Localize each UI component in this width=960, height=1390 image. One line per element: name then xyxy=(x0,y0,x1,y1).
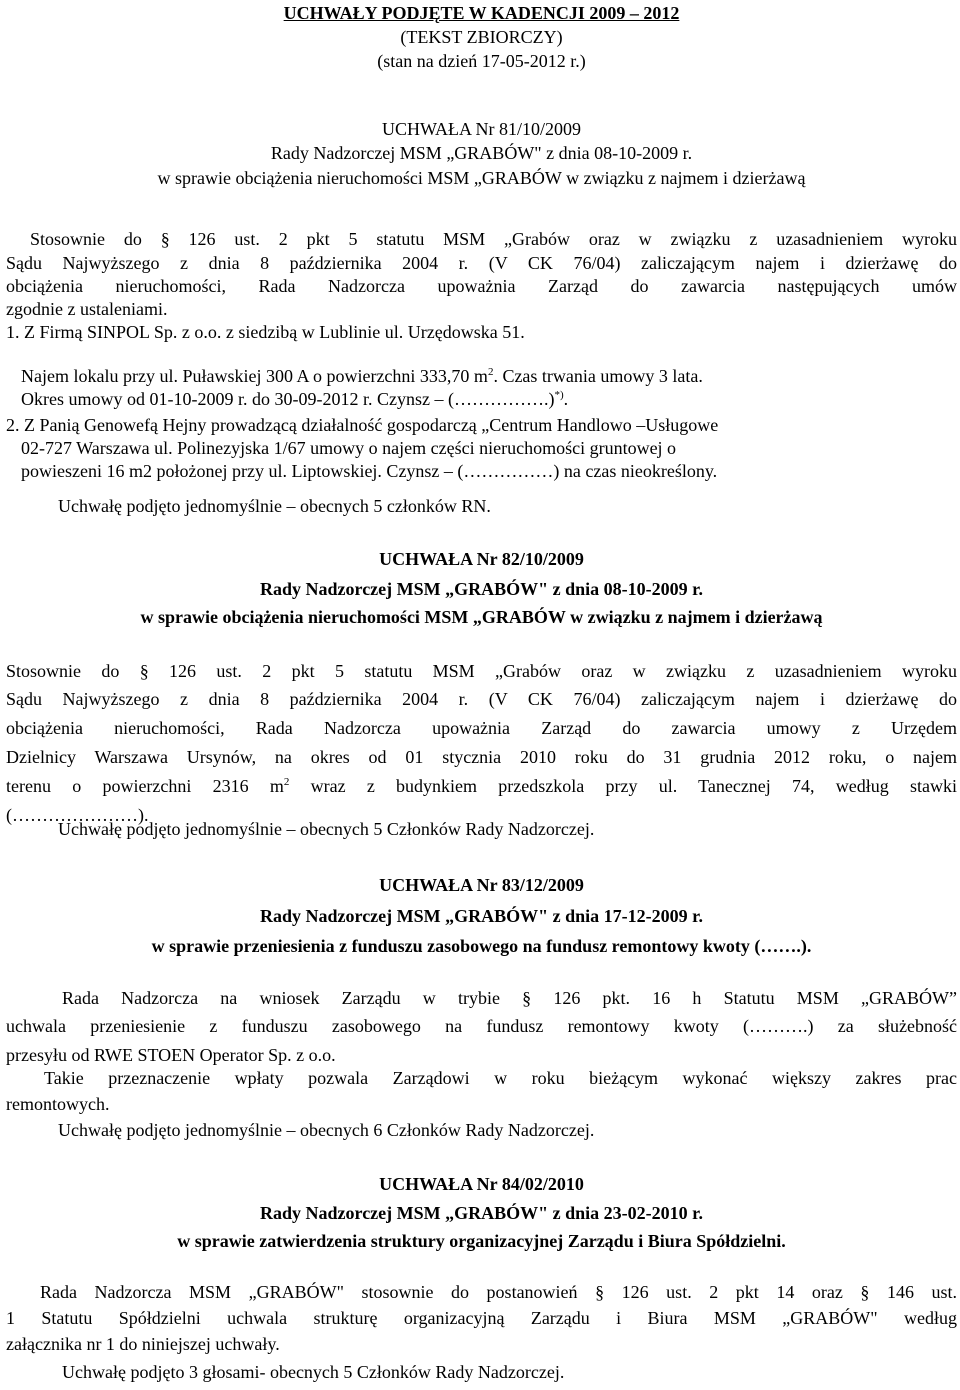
paragraph-line: (…………………). xyxy=(6,805,149,825)
resolution-82-vote xyxy=(58,818,957,841)
paragraph-text: terenu o powierzchni 2316 m xyxy=(6,776,284,796)
paragraph-line: 1 Statutu Spółdzielni uchwala strukturę organizacyjną Zarządu i Biura MSM „GRABÓW" według xyxy=(6,1308,957,1328)
list-item-line xyxy=(21,365,957,388)
paragraph-line: zgodnie z ustaleniami. xyxy=(6,299,168,319)
paragraph-line: Takie przeznaczenie wpłaty pozwala Zarządowi w roku bieżącym wykonać większy zakres prac xyxy=(44,1068,957,1088)
list-item-2 xyxy=(6,414,957,437)
resolution-83-body xyxy=(62,987,957,1010)
resolution-82-title: UCHWAŁA Nr 82/10/2009 xyxy=(379,549,584,569)
paragraph-line: Stosownie do § 126 ust. 2 pkt 5 statutu MSM „Grabów oraz w związku z uzasadnieniem wyroku xyxy=(6,661,957,681)
paragraph-line: Stosownie do § 126 ust. 2 pkt 5 statutu MSM „Grabów oraz w związku z uzasadnieniem wyroku xyxy=(30,229,957,249)
list-item-line: 02-727 Warszawa ul. Polinezyjska 1/67 umowy o najem części nieruchomości gruntowej o xyxy=(21,438,677,458)
paragraph-line: Dzielnicy Warszawa Ursynów, na okres od 01 stycznia 2010 roku do 31 grudnia 2012 roku, o najem xyxy=(6,747,957,767)
resolution-83-board: Rady Nadzorczej MSM „GRABÓW" z dnia 17-12-2009 r. xyxy=(260,906,703,926)
resolution-81-subject: w sprawie obciążenia nieruchomości MSM „GRABÓW w związku z najmem i dzierżawą xyxy=(157,168,806,188)
paragraph-line xyxy=(6,775,957,798)
resolution-84-body xyxy=(40,1281,957,1304)
list-item-line xyxy=(21,388,957,411)
list-item-1: 1. Z Firmą SINPOL Sp. z o.o. z siedzibą w Lublinie ul. Urzędowska 51. xyxy=(6,322,525,342)
vote-text: Uchwałę podjęto jednomyślnie – obecnych 5 członków RN. xyxy=(58,496,491,516)
resolution-84-subject: w sprawie zatwierdzenia struktury organizacyjnej Zarządu i Biura Spółdzielni. xyxy=(177,1231,786,1251)
resolution-84-vote xyxy=(62,1361,957,1384)
resolution-82-body xyxy=(6,660,957,827)
resolution-81-body-cont xyxy=(6,252,957,344)
document-subtitle: (TEKST ZBIORCZY) xyxy=(400,27,563,47)
list-item-text: Najem lokalu przy ul. Puławskiej 300 A o powierzchni 333,70 m xyxy=(21,366,488,386)
paragraph-line: Rada Nadzorcza na wniosek Zarządu w trybie § 126 pkt. 16 h Statutu MSM „GRABÓW” xyxy=(62,988,957,1008)
paragraph-line: przesyłu od RWE STOEN Operator Sp. z o.o. xyxy=(6,1045,336,1065)
list-item-2-details xyxy=(21,437,957,483)
paragraph-text: wraz z budynkiem przedszkola przy ul. Tanecznej 74, według stawki xyxy=(289,776,957,796)
vote-text: Uchwałę podjęto jednomyślnie – obecnych 6 Członków Rady Nadzorczej. xyxy=(58,1120,595,1140)
list-item-text: Okres umowy od 01-10-2009 r. do 30-09-2012 r. Czynsz – (…………….) xyxy=(21,389,555,409)
list-item-1-details xyxy=(21,365,957,411)
list-item-text: . Czas trwania umowy 3 lata. xyxy=(493,366,703,386)
document-status-date: (stan na dzień 17-05-2012 r.) xyxy=(377,51,586,71)
paragraph-line: uchwala przeniesienie z funduszu zasobowego na fundusz remontowy kwoty (……….) za służebność xyxy=(6,1016,957,1036)
vote-text: Uchwałę podjęto jednomyślnie – obecnych 5 Członków Rady Nadzorczej. xyxy=(58,819,595,839)
paragraph-line: załącznika nr 1 do niniejszej uchwały. xyxy=(6,1334,280,1354)
resolution-81-body xyxy=(30,228,957,251)
footnote-marker: *) xyxy=(554,389,564,401)
paragraph-line: Sądu Najwyższego z dnia 8 października 2004 r. (V CK 76/04) zaliczającym najem i dzierżawę do xyxy=(6,689,957,709)
resolution-82-board: Rady Nadzorczej MSM „GRABÓW" z dnia 08-10-2009 r. xyxy=(260,579,703,599)
resolution-83-subject: w sprawie przeniesienia z funduszu zasobowego na fundusz remontowy kwoty (…….). xyxy=(151,936,812,956)
resolution-83-vote xyxy=(58,1119,957,1142)
superscript: 2 xyxy=(283,776,290,788)
paragraph-line: obciążenia nieruchomości, Rada Nadzorcza upoważnia Zarząd do zawarcia następujących umów xyxy=(6,276,957,296)
document-title: UCHWAŁY PODJĘTE W KADENCJI 2009 – 2012 xyxy=(283,3,680,23)
resolution-83-body-cont xyxy=(6,1015,957,1067)
list-item-text: . xyxy=(563,389,569,409)
resolution-84-body-cont xyxy=(6,1307,957,1356)
resolution-81-title: UCHWAŁA Nr 81/10/2009 xyxy=(382,119,581,139)
paragraph-line: remontowych. xyxy=(6,1094,110,1114)
resolution-83-title: UCHWAŁA Nr 83/12/2009 xyxy=(379,875,584,895)
resolution-81-board: Rady Nadzorczej MSM „GRABÓW" z dnia 08-10-2009 r. xyxy=(270,143,693,163)
vote-text: Uchwałę podjęto 3 głosami- obecnych 5 Członków Rady Nadzorczej. xyxy=(62,1362,565,1382)
resolution-81-vote xyxy=(58,495,957,518)
resolution-83-paragraph-2 xyxy=(44,1067,957,1090)
list-item-line: powieszeni 16 m2 położonej przy ul. Liptowskiej. Czynsz – (……………) na czas nieokreślony. xyxy=(21,461,718,481)
superscript: 2 xyxy=(487,366,494,378)
paragraph-line: obciążenia nieruchomości, Rada Nadzorcza upoważnia Zarząd do zawarcia umowy z Urzędem xyxy=(6,718,957,738)
resolution-84-title: UCHWAŁA Nr 84/02/2010 xyxy=(379,1174,584,1194)
resolution-82-subject: w sprawie obciążenia nieruchomości MSM „GRABÓW w związku z najmem i dzierżawą xyxy=(140,607,823,627)
paragraph-line: Sądu Najwyższego z dnia 8 października 2004 r. (V CK 76/04) zaliczającym najem i dzierżawę do xyxy=(6,253,957,273)
paragraph-line: Rada Nadzorcza MSM „GRABÓW" stosownie do postanowień § 126 ust. 2 pkt 14 oraz § 146 ust. xyxy=(40,1282,957,1302)
resolution-83-paragraph-2-cont xyxy=(6,1093,957,1116)
resolution-84-board: Rady Nadzorczej MSM „GRABÓW" z dnia 23-02-2010 r. xyxy=(260,1203,703,1223)
list-item-line: 2. Z Panią Genowefą Hejny prowadzącą działalność gospodarczą „Centrum Handlowo –Usługowe xyxy=(6,415,719,435)
